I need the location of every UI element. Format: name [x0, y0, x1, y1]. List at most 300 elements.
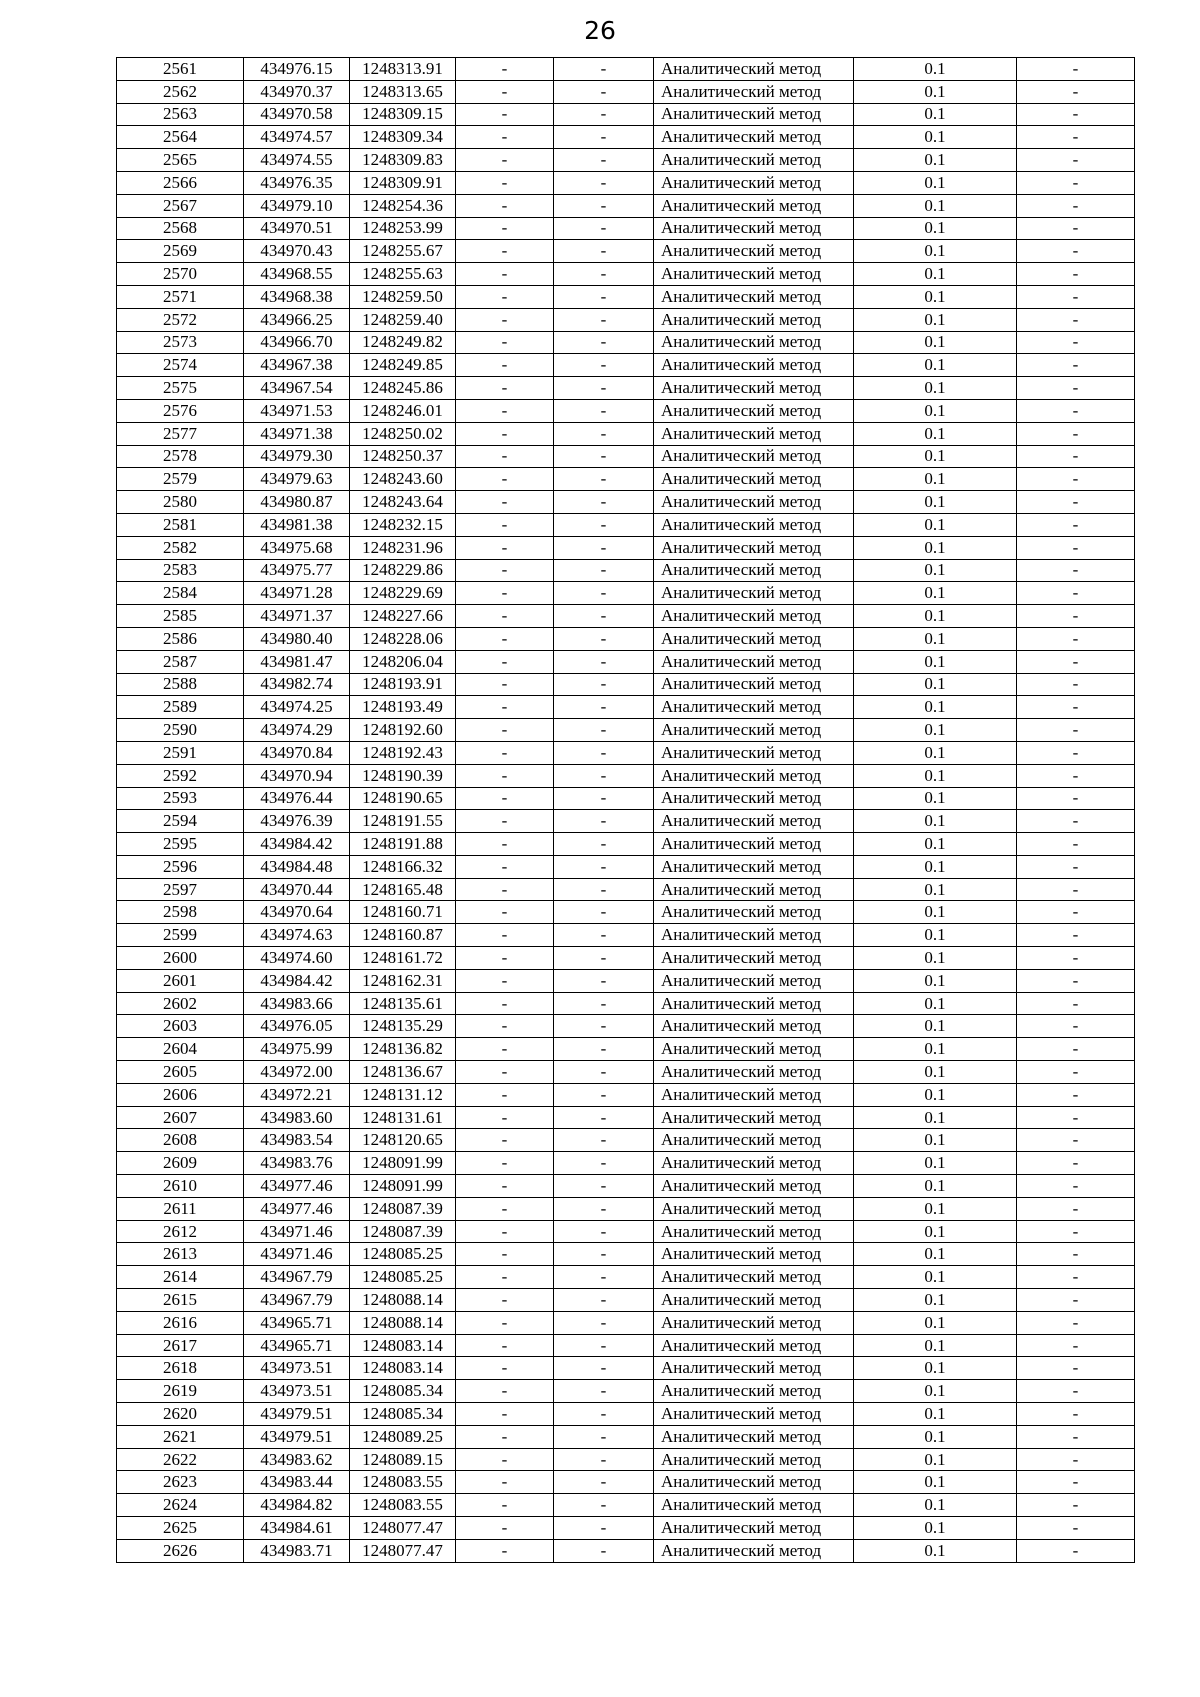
method-cell: Аналитический метод — [654, 1152, 854, 1175]
y-coordinate-cell: 1248255.67 — [350, 240, 456, 263]
y-coordinate-cell: 1248249.82 — [350, 331, 456, 354]
empty-cell-2: - — [554, 605, 654, 628]
accuracy-cell: 0.1 — [854, 969, 1017, 992]
point-number-cell: 2580 — [117, 491, 244, 514]
empty-cell-3: - — [1017, 1106, 1135, 1129]
empty-cell-2: - — [554, 1289, 654, 1312]
empty-cell-3: - — [1017, 947, 1135, 970]
y-coordinate-cell: 1248131.12 — [350, 1083, 456, 1106]
empty-cell-1: - — [456, 513, 554, 536]
empty-cell-2: - — [554, 1038, 654, 1061]
y-coordinate-cell: 1248091.99 — [350, 1152, 456, 1175]
y-coordinate-cell: 1248190.65 — [350, 787, 456, 810]
empty-cell-1: - — [456, 1175, 554, 1198]
empty-cell-2: - — [554, 1448, 654, 1471]
method-cell: Аналитический метод — [654, 924, 854, 947]
method-cell: Аналитический метод — [654, 422, 854, 445]
empty-cell-2: - — [554, 1015, 654, 1038]
empty-cell-2: - — [554, 673, 654, 696]
empty-cell-1: - — [456, 741, 554, 764]
point-number-cell: 2591 — [117, 741, 244, 764]
empty-cell-3: - — [1017, 1448, 1135, 1471]
table-row — [117, 1357, 1135, 1380]
empty-cell-1: - — [456, 1471, 554, 1494]
table-row — [117, 491, 1135, 514]
empty-cell-3: - — [1017, 240, 1135, 263]
table-row — [117, 1494, 1135, 1517]
x-coordinate-cell: 434967.54 — [244, 377, 350, 400]
table-row — [117, 1175, 1135, 1198]
x-coordinate-cell: 434984.61 — [244, 1517, 350, 1540]
method-cell: Аналитический метод — [654, 513, 854, 536]
x-coordinate-cell: 434970.51 — [244, 217, 350, 240]
x-coordinate-cell: 434967.79 — [244, 1289, 350, 1312]
x-coordinate-cell: 434983.71 — [244, 1539, 350, 1562]
x-coordinate-cell: 434965.71 — [244, 1311, 350, 1334]
empty-cell-2: - — [554, 240, 654, 263]
accuracy-cell: 0.1 — [854, 1539, 1017, 1562]
table-row — [117, 468, 1135, 491]
empty-cell-1: - — [456, 559, 554, 582]
y-coordinate-cell: 1248243.64 — [350, 491, 456, 514]
empty-cell-3: - — [1017, 764, 1135, 787]
method-cell: Аналитический метод — [654, 1311, 854, 1334]
point-number-cell: 2587 — [117, 650, 244, 673]
method-cell: Аналитический метод — [654, 58, 854, 81]
empty-cell-3: - — [1017, 901, 1135, 924]
x-coordinate-cell: 434975.77 — [244, 559, 350, 582]
empty-cell-3: - — [1017, 673, 1135, 696]
x-coordinate-cell: 434967.79 — [244, 1266, 350, 1289]
x-coordinate-cell: 434971.37 — [244, 605, 350, 628]
empty-cell-1: - — [456, 103, 554, 126]
page-number: 26 — [584, 16, 616, 45]
accuracy-cell: 0.1 — [854, 1083, 1017, 1106]
x-coordinate-cell: 434984.82 — [244, 1494, 350, 1517]
empty-cell-2: - — [554, 445, 654, 468]
point-number-cell: 2595 — [117, 833, 244, 856]
point-number-cell: 2594 — [117, 810, 244, 833]
point-number-cell: 2613 — [117, 1243, 244, 1266]
empty-cell-1: - — [456, 1038, 554, 1061]
empty-cell-3: - — [1017, 878, 1135, 901]
accuracy-cell: 0.1 — [854, 536, 1017, 559]
empty-cell-3: - — [1017, 1380, 1135, 1403]
method-cell: Аналитический метод — [654, 103, 854, 126]
empty-cell-3: - — [1017, 719, 1135, 742]
empty-cell-3: - — [1017, 1197, 1135, 1220]
empty-cell-2: - — [554, 126, 654, 149]
accuracy-cell: 0.1 — [854, 1334, 1017, 1357]
empty-cell-3: - — [1017, 1266, 1135, 1289]
empty-cell-2: - — [554, 103, 654, 126]
empty-cell-3: - — [1017, 559, 1135, 582]
y-coordinate-cell: 1248131.61 — [350, 1106, 456, 1129]
empty-cell-2: - — [554, 901, 654, 924]
method-cell: Аналитический метод — [654, 559, 854, 582]
y-coordinate-cell: 1248231.96 — [350, 536, 456, 559]
empty-cell-1: - — [456, 673, 554, 696]
method-cell: Аналитический метод — [654, 833, 854, 856]
point-number-cell: 2577 — [117, 422, 244, 445]
x-coordinate-cell: 434984.42 — [244, 969, 350, 992]
empty-cell-1: - — [456, 833, 554, 856]
accuracy-cell: 0.1 — [854, 171, 1017, 194]
table-row — [117, 1289, 1135, 1312]
empty-cell-3: - — [1017, 605, 1135, 628]
empty-cell-3: - — [1017, 263, 1135, 286]
x-coordinate-cell: 434966.70 — [244, 331, 350, 354]
empty-cell-1: - — [456, 491, 554, 514]
table-row — [117, 741, 1135, 764]
method-cell: Аналитический метод — [654, 969, 854, 992]
method-cell: Аналитический метод — [654, 650, 854, 673]
empty-cell-3: - — [1017, 1061, 1135, 1084]
x-coordinate-cell: 434970.94 — [244, 764, 350, 787]
empty-cell-2: - — [554, 354, 654, 377]
table-row — [117, 1243, 1135, 1266]
x-coordinate-cell: 434974.55 — [244, 149, 350, 172]
table-row — [117, 354, 1135, 377]
point-number-cell: 2561 — [117, 58, 244, 81]
accuracy-cell: 0.1 — [854, 1152, 1017, 1175]
accuracy-cell: 0.1 — [854, 1403, 1017, 1426]
method-cell: Аналитический метод — [654, 1517, 854, 1540]
point-number-cell: 2617 — [117, 1334, 244, 1357]
y-coordinate-cell: 1248192.60 — [350, 719, 456, 742]
empty-cell-2: - — [554, 1403, 654, 1426]
empty-cell-2: - — [554, 719, 654, 742]
accuracy-cell: 0.1 — [854, 240, 1017, 263]
table-row — [117, 901, 1135, 924]
point-number-cell: 2566 — [117, 171, 244, 194]
accuracy-cell: 0.1 — [854, 377, 1017, 400]
x-coordinate-cell: 434983.44 — [244, 1471, 350, 1494]
table-row — [117, 992, 1135, 1015]
table-row — [117, 1471, 1135, 1494]
point-number-cell: 2571 — [117, 285, 244, 308]
point-number-cell: 2625 — [117, 1517, 244, 1540]
y-coordinate-cell: 1248165.48 — [350, 878, 456, 901]
x-coordinate-cell: 434976.35 — [244, 171, 350, 194]
y-coordinate-cell: 1248249.85 — [350, 354, 456, 377]
empty-cell-3: - — [1017, 217, 1135, 240]
accuracy-cell: 0.1 — [854, 1175, 1017, 1198]
empty-cell-2: - — [554, 1539, 654, 1562]
point-number-cell: 2578 — [117, 445, 244, 468]
empty-cell-1: - — [456, 1539, 554, 1562]
accuracy-cell: 0.1 — [854, 1197, 1017, 1220]
point-number-cell: 2564 — [117, 126, 244, 149]
x-coordinate-cell: 434971.53 — [244, 399, 350, 422]
method-cell: Аналитический метод — [654, 1106, 854, 1129]
accuracy-cell: 0.1 — [854, 559, 1017, 582]
empty-cell-3: - — [1017, 103, 1135, 126]
empty-cell-1: - — [456, 1106, 554, 1129]
empty-cell-3: - — [1017, 969, 1135, 992]
empty-cell-2: - — [554, 422, 654, 445]
table-row — [117, 1266, 1135, 1289]
empty-cell-2: - — [554, 924, 654, 947]
empty-cell-3: - — [1017, 924, 1135, 947]
empty-cell-3: - — [1017, 331, 1135, 354]
accuracy-cell: 0.1 — [854, 605, 1017, 628]
point-number-cell: 2616 — [117, 1311, 244, 1334]
empty-cell-1: - — [456, 1357, 554, 1380]
x-coordinate-cell: 434970.43 — [244, 240, 350, 263]
table-row — [117, 1220, 1135, 1243]
y-coordinate-cell: 1248136.67 — [350, 1061, 456, 1084]
empty-cell-3: - — [1017, 149, 1135, 172]
y-coordinate-cell: 1248193.49 — [350, 696, 456, 719]
method-cell: Аналитический метод — [654, 1266, 854, 1289]
point-number-cell: 2569 — [117, 240, 244, 263]
table-row — [117, 1517, 1135, 1540]
table-row — [117, 126, 1135, 149]
accuracy-cell: 0.1 — [854, 194, 1017, 217]
method-cell: Аналитический метод — [654, 354, 854, 377]
table-row — [117, 1448, 1135, 1471]
table-row — [117, 240, 1135, 263]
empty-cell-3: - — [1017, 810, 1135, 833]
y-coordinate-cell: 1248135.61 — [350, 992, 456, 1015]
empty-cell-2: - — [554, 1425, 654, 1448]
accuracy-cell: 0.1 — [854, 787, 1017, 810]
accuracy-cell: 0.1 — [854, 103, 1017, 126]
empty-cell-3: - — [1017, 58, 1135, 81]
point-number-cell: 2602 — [117, 992, 244, 1015]
table-row — [117, 1038, 1135, 1061]
empty-cell-1: - — [456, 764, 554, 787]
x-coordinate-cell: 434973.51 — [244, 1357, 350, 1380]
empty-cell-1: - — [456, 445, 554, 468]
empty-cell-2: - — [554, 1061, 654, 1084]
accuracy-cell: 0.1 — [854, 855, 1017, 878]
empty-cell-3: - — [1017, 1175, 1135, 1198]
empty-cell-2: - — [554, 582, 654, 605]
empty-cell-3: - — [1017, 992, 1135, 1015]
method-cell: Аналитический метод — [654, 399, 854, 422]
empty-cell-3: - — [1017, 1425, 1135, 1448]
empty-cell-1: - — [456, 787, 554, 810]
point-number-cell: 2604 — [117, 1038, 244, 1061]
empty-cell-1: - — [456, 263, 554, 286]
x-coordinate-cell: 434973.51 — [244, 1380, 350, 1403]
table-row — [117, 308, 1135, 331]
accuracy-cell: 0.1 — [854, 491, 1017, 514]
method-cell: Аналитический метод — [654, 285, 854, 308]
empty-cell-2: - — [554, 80, 654, 103]
y-coordinate-cell: 1248160.71 — [350, 901, 456, 924]
empty-cell-1: - — [456, 149, 554, 172]
y-coordinate-cell: 1248229.69 — [350, 582, 456, 605]
y-coordinate-cell: 1248192.43 — [350, 741, 456, 764]
empty-cell-1: - — [456, 992, 554, 1015]
empty-cell-3: - — [1017, 1517, 1135, 1540]
method-cell: Аналитический метод — [654, 1494, 854, 1517]
table-row — [117, 399, 1135, 422]
empty-cell-3: - — [1017, 650, 1135, 673]
empty-cell-1: - — [456, 80, 554, 103]
empty-cell-1: - — [456, 126, 554, 149]
point-number-cell: 2601 — [117, 969, 244, 992]
empty-cell-1: - — [456, 696, 554, 719]
accuracy-cell: 0.1 — [854, 719, 1017, 742]
empty-cell-2: - — [554, 878, 654, 901]
empty-cell-1: - — [456, 399, 554, 422]
empty-cell-3: - — [1017, 422, 1135, 445]
method-cell: Аналитический метод — [654, 947, 854, 970]
empty-cell-1: - — [456, 1425, 554, 1448]
y-coordinate-cell: 1248309.91 — [350, 171, 456, 194]
empty-cell-3: - — [1017, 1038, 1135, 1061]
empty-cell-3: - — [1017, 285, 1135, 308]
y-coordinate-cell: 1248309.15 — [350, 103, 456, 126]
empty-cell-1: - — [456, 969, 554, 992]
point-number-cell: 2585 — [117, 605, 244, 628]
x-coordinate-cell: 434980.40 — [244, 627, 350, 650]
empty-cell-2: - — [554, 1357, 654, 1380]
table-row — [117, 171, 1135, 194]
x-coordinate-cell: 434983.60 — [244, 1106, 350, 1129]
y-coordinate-cell: 1248309.34 — [350, 126, 456, 149]
table-row — [117, 1311, 1135, 1334]
x-coordinate-cell: 434979.10 — [244, 194, 350, 217]
x-coordinate-cell: 434979.51 — [244, 1403, 350, 1426]
x-coordinate-cell: 434976.05 — [244, 1015, 350, 1038]
accuracy-cell: 0.1 — [854, 1357, 1017, 1380]
method-cell: Аналитический метод — [654, 719, 854, 742]
empty-cell-3: - — [1017, 1220, 1135, 1243]
empty-cell-1: - — [456, 308, 554, 331]
empty-cell-1: - — [456, 1380, 554, 1403]
empty-cell-3: - — [1017, 741, 1135, 764]
table-row — [117, 969, 1135, 992]
empty-cell-2: - — [554, 536, 654, 559]
empty-cell-1: - — [456, 377, 554, 400]
table-row — [117, 1425, 1135, 1448]
empty-cell-2: - — [554, 171, 654, 194]
table-row — [117, 103, 1135, 126]
empty-cell-2: - — [554, 696, 654, 719]
x-coordinate-cell: 434976.44 — [244, 787, 350, 810]
table-row — [117, 764, 1135, 787]
empty-cell-2: - — [554, 285, 654, 308]
point-number-cell: 2626 — [117, 1539, 244, 1562]
empty-cell-1: - — [456, 1448, 554, 1471]
table-row — [117, 696, 1135, 719]
y-coordinate-cell: 1248083.55 — [350, 1471, 456, 1494]
empty-cell-1: - — [456, 901, 554, 924]
point-number-cell: 2562 — [117, 80, 244, 103]
y-coordinate-cell: 1248243.60 — [350, 468, 456, 491]
y-coordinate-cell: 1248250.37 — [350, 445, 456, 468]
empty-cell-1: - — [456, 1243, 554, 1266]
accuracy-cell: 0.1 — [854, 513, 1017, 536]
point-number-cell: 2593 — [117, 787, 244, 810]
method-cell: Аналитический метод — [654, 1083, 854, 1106]
empty-cell-3: - — [1017, 1334, 1135, 1357]
x-coordinate-cell: 434982.74 — [244, 673, 350, 696]
method-cell: Аналитический метод — [654, 536, 854, 559]
method-cell: Аналитический метод — [654, 331, 854, 354]
y-coordinate-cell: 1248087.39 — [350, 1220, 456, 1243]
accuracy-cell: 0.1 — [854, 468, 1017, 491]
y-coordinate-cell: 1248255.63 — [350, 263, 456, 286]
empty-cell-2: - — [554, 491, 654, 514]
x-coordinate-cell: 434971.28 — [244, 582, 350, 605]
method-cell: Аналитический метод — [654, 1015, 854, 1038]
table-row — [117, 217, 1135, 240]
accuracy-cell: 0.1 — [854, 1425, 1017, 1448]
point-number-cell: 2600 — [117, 947, 244, 970]
empty-cell-2: - — [554, 559, 654, 582]
table-row — [117, 1106, 1135, 1129]
method-cell: Аналитический метод — [654, 696, 854, 719]
empty-cell-3: - — [1017, 468, 1135, 491]
empty-cell-3: - — [1017, 787, 1135, 810]
accuracy-cell: 0.1 — [854, 285, 1017, 308]
empty-cell-3: - — [1017, 1289, 1135, 1312]
empty-cell-1: - — [456, 605, 554, 628]
table-row — [117, 1403, 1135, 1426]
point-number-cell: 2598 — [117, 901, 244, 924]
accuracy-cell: 0.1 — [854, 445, 1017, 468]
point-number-cell: 2620 — [117, 1403, 244, 1426]
point-number-cell: 2597 — [117, 878, 244, 901]
empty-cell-2: - — [554, 149, 654, 172]
point-number-cell: 2619 — [117, 1380, 244, 1403]
empty-cell-2: - — [554, 1517, 654, 1540]
point-number-cell: 2563 — [117, 103, 244, 126]
table-row — [117, 58, 1135, 81]
empty-cell-1: - — [456, 331, 554, 354]
table-row — [117, 582, 1135, 605]
x-coordinate-cell: 434972.21 — [244, 1083, 350, 1106]
y-coordinate-cell: 1248089.25 — [350, 1425, 456, 1448]
empty-cell-2: - — [554, 1106, 654, 1129]
method-cell: Аналитический метод — [654, 1471, 854, 1494]
empty-cell-2: - — [554, 1175, 654, 1198]
x-coordinate-cell: 434972.00 — [244, 1061, 350, 1084]
method-cell: Аналитический метод — [654, 901, 854, 924]
empty-cell-2: - — [554, 308, 654, 331]
y-coordinate-cell: 1248313.65 — [350, 80, 456, 103]
method-cell: Аналитический метод — [654, 1197, 854, 1220]
method-cell: Аналитический метод — [654, 1038, 854, 1061]
y-coordinate-cell: 1248083.55 — [350, 1494, 456, 1517]
accuracy-cell: 0.1 — [854, 833, 1017, 856]
table-row — [117, 1334, 1135, 1357]
x-coordinate-cell: 434984.48 — [244, 855, 350, 878]
x-coordinate-cell: 434966.25 — [244, 308, 350, 331]
point-number-cell: 2567 — [117, 194, 244, 217]
empty-cell-2: - — [554, 1266, 654, 1289]
method-cell: Аналитический метод — [654, 1357, 854, 1380]
empty-cell-3: - — [1017, 513, 1135, 536]
y-coordinate-cell: 1248162.31 — [350, 969, 456, 992]
empty-cell-1: - — [456, 1266, 554, 1289]
x-coordinate-cell: 434976.39 — [244, 810, 350, 833]
empty-cell-3: - — [1017, 1471, 1135, 1494]
x-coordinate-cell: 434974.25 — [244, 696, 350, 719]
y-coordinate-cell: 1248206.04 — [350, 650, 456, 673]
empty-cell-2: - — [554, 1494, 654, 1517]
table-row — [117, 285, 1135, 308]
x-coordinate-cell: 434971.46 — [244, 1243, 350, 1266]
point-number-cell: 2584 — [117, 582, 244, 605]
point-number-cell: 2618 — [117, 1357, 244, 1380]
